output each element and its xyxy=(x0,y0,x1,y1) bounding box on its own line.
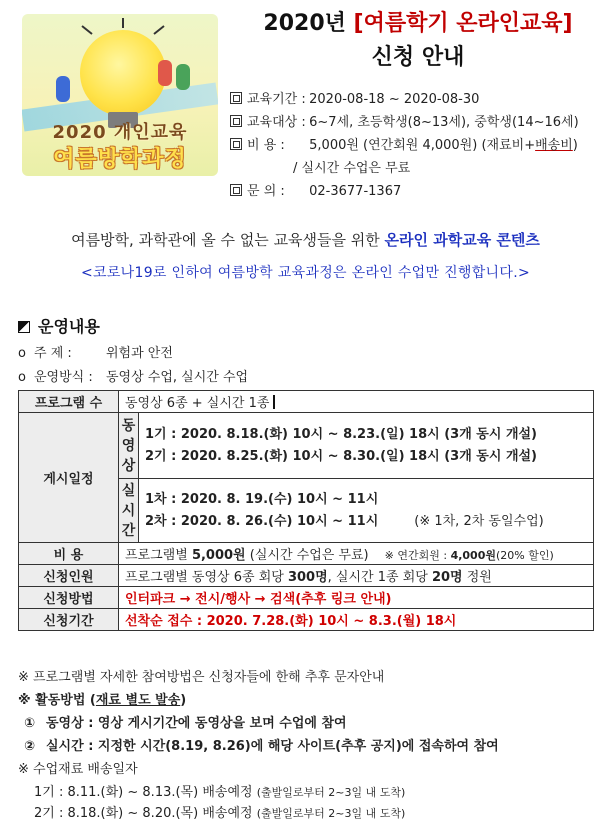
info-target-label: 교육대상 : xyxy=(247,115,306,130)
capacity-text-3: 정원 xyxy=(462,570,492,585)
fee-note-discount: (20% 할인) xyxy=(495,549,554,562)
video-schedule xyxy=(139,413,594,479)
note-shipping-1-date: 1기 : 8.11.(화) ~ 8.13.(목) 배송예정 xyxy=(34,785,257,800)
method-line xyxy=(18,366,248,385)
apply-period-value: 선착순 접수 : 2020. 7.28.(화) 10시 ~ 8.3.(월) 18시 xyxy=(119,609,594,631)
apply-period-label: 신청기간 xyxy=(19,609,119,631)
fee-value-prefix: 프로그램별 xyxy=(125,548,192,563)
info-period-label: 교육기간 : xyxy=(247,92,306,107)
program-count-text: 동영상 6종 + 실시간 1종 xyxy=(125,396,270,411)
method-key: 운영방식 : xyxy=(34,370,93,385)
note-live-method xyxy=(24,735,499,754)
video-schedule-row-1: 1기 : 2020. 8.18.(화) 10시 ~ 8.23.(일) 18시 (3개 동시 개설) xyxy=(145,426,537,442)
bullet-circle-icon: o xyxy=(18,346,26,361)
live-schedule xyxy=(139,479,594,543)
capacity-text-2: , 실시간 1종 회당 xyxy=(327,570,432,585)
page-subtitle: 신청 안내 xyxy=(371,45,465,70)
info-period-value: 2020-08-18 ~ 2020-08-30 xyxy=(309,92,480,107)
fee-note-prefix: ※ 연간회원 : xyxy=(384,549,451,562)
table-row xyxy=(19,413,594,479)
program-count-label: 프로그램 수 xyxy=(19,391,119,413)
title-year: 2020년 xyxy=(263,11,354,36)
topic-key: 주 제 : xyxy=(34,346,72,361)
covid-notice: <코로나19로 인하여 여름방학 교육과정은 온라인 수업만 진행합니다.> xyxy=(81,265,530,281)
table-row xyxy=(19,609,594,631)
child-figure-icon xyxy=(176,64,190,90)
bullet-circle-icon: o xyxy=(18,370,26,385)
summer-course-banner xyxy=(22,14,218,176)
circled-number-1: ① xyxy=(24,716,36,731)
capacity-live-count: 20명 xyxy=(431,570,463,585)
note-activity-suffix: ) xyxy=(180,693,187,708)
info-target xyxy=(230,111,579,130)
info-target-value: 6~7세, 초등학생(8~13세), 중학생(14~16세) xyxy=(309,115,579,130)
info-contact xyxy=(230,180,401,199)
lightbulb-icon xyxy=(80,30,166,116)
info-fee-value-close: ) xyxy=(572,138,578,153)
note-activity-underlined: 재료 별도 발송 xyxy=(95,693,181,708)
circled-number-2: ② xyxy=(24,739,36,754)
note-shipping-1-arrival: (출발일로부터 2~3일 내 도착) xyxy=(256,786,406,799)
banner-caption-top: 2020 개인교육 xyxy=(52,122,188,143)
note-shipping-2-date: 2기 : 8.18.(화) ~ 8.20.(목) 배송예정 xyxy=(34,806,257,820)
section-title xyxy=(18,314,100,337)
page-title xyxy=(228,6,608,37)
table-row xyxy=(19,391,594,413)
section-marker-icon xyxy=(18,321,30,333)
program-table xyxy=(18,390,594,631)
note-video-method-text: 동영상 : 영상 게시기간에 동영상을 보며 수업에 참여 xyxy=(46,716,347,731)
capacity-value xyxy=(119,565,594,587)
info-fee-label: 비 용 : xyxy=(247,138,285,153)
note-shipping-2-arrival: (출발일로부터 2~3일 내 도착) xyxy=(256,807,406,820)
info-fee-note: / 실시간 수업은 무료 xyxy=(293,161,411,176)
live-schedule-note: (※ 1차, 2차 동일수업) xyxy=(414,513,544,529)
capacity-video-count: 300명 xyxy=(287,570,328,585)
topic-value: 위험과 안전 xyxy=(106,346,173,361)
lead-text xyxy=(0,229,611,250)
note-shipping-1 xyxy=(34,781,405,800)
method-value: 동영상 수업, 실시간 수업 xyxy=(106,370,249,385)
info-fee-value xyxy=(309,138,578,153)
note-shipping-2 xyxy=(34,802,405,820)
note-activity-method xyxy=(18,689,186,708)
schedule-label: 게시일정 xyxy=(19,413,119,543)
text-cursor xyxy=(273,395,275,409)
live-label: 실시간 xyxy=(119,479,139,543)
info-fee-value-shipping: 배송비 xyxy=(535,138,573,153)
section-title-text: 운영내용 xyxy=(38,317,100,336)
table-row xyxy=(19,543,594,565)
info-contact-value: 02-3677-1367 xyxy=(309,184,402,199)
table-row xyxy=(19,565,594,587)
video-schedule-row-2: 2기 : 2020. 8.25.(화) 10시 ~ 8.30.(일) 18시 (3개 동시 개설) xyxy=(145,448,537,464)
fee-label: 비 용 xyxy=(19,543,119,565)
fee-note xyxy=(385,549,554,562)
topic-line xyxy=(18,342,173,361)
info-fee-value-main: 5,000원 (연간회원 4,000원) (재료비+ xyxy=(309,138,536,153)
checkbox-square-icon xyxy=(230,184,242,196)
capacity-label: 신청인원 xyxy=(19,565,119,587)
checkbox-square-icon xyxy=(230,115,242,127)
fee-value-suffix: (실시간 수업은 무료) xyxy=(245,548,369,563)
table-row xyxy=(19,587,594,609)
fee-note-amount: 4,000원 xyxy=(450,549,496,562)
program-count-value xyxy=(119,391,594,413)
banner-caption-bottom: 여름방학과정 xyxy=(53,147,187,172)
child-figure-icon xyxy=(158,60,172,86)
note-activity-prefix: ※ 활동방법 ( xyxy=(18,693,96,708)
lead-text-main: 여름방학, 과학관에 올 수 없는 교육생들을 위한 xyxy=(71,231,385,249)
title-highlight: [여름학기 온라인교육] xyxy=(353,11,573,36)
child-figure-icon xyxy=(56,76,70,102)
info-contact-label: 문 의 : xyxy=(247,184,285,199)
apply-method-value: 인터파크 → 전시/행사 → 검색(추후 링크 안내) xyxy=(119,587,594,609)
live-schedule-row-1: 1차 : 2020. 8. 19.(수) 10시 ~ 11시 xyxy=(145,491,379,507)
video-label: 동영상 xyxy=(119,413,139,479)
live-schedule-row-2: 2차 : 2020. 8. 26.(수) 10시 ~ 11시 xyxy=(145,513,379,529)
note-live-method-text: 실시간 : 지정한 시간(8.19, 8.26)에 해당 사이트(추후 공지)에 접속하여 참여 xyxy=(46,739,499,754)
checkbox-square-icon xyxy=(230,92,242,104)
info-period xyxy=(230,88,479,107)
fee-value xyxy=(119,543,594,565)
note-shipping-title: ※ 수업재료 배송일자 xyxy=(18,762,138,777)
fee-value-amount: 5,000원 xyxy=(191,548,246,563)
capacity-text-1: 프로그램별 동영상 6종 회당 xyxy=(125,570,288,585)
note-video-method xyxy=(24,712,347,731)
checkbox-square-icon xyxy=(230,138,242,150)
lead-highlight: 온라인 과학교육 콘텐츠 xyxy=(384,231,540,249)
note-guidance: ※ 프로그램별 자세한 참여방법은 신청자들에 한해 추후 문자안내 xyxy=(18,670,385,685)
info-fee xyxy=(230,134,578,153)
apply-method-label: 신청방법 xyxy=(19,587,119,609)
